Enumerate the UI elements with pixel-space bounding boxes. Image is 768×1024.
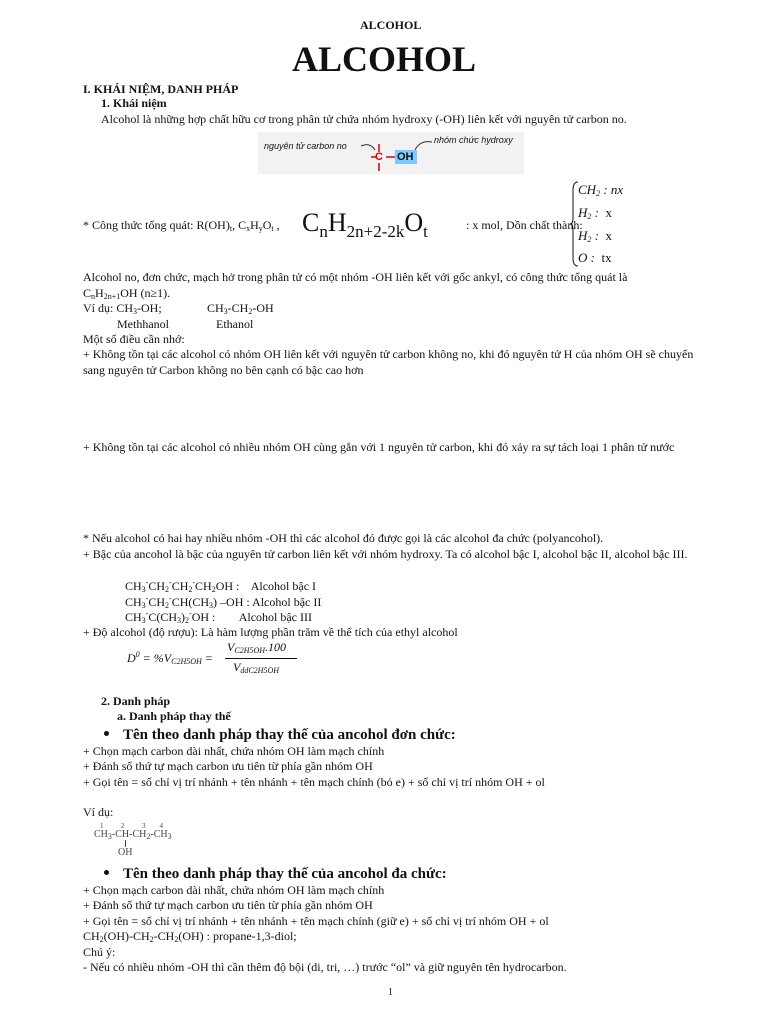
degree-formula (125, 640, 305, 676)
subheading-concept: 1. Khái niệm (101, 96, 167, 110)
remember-label: Một số điều cần nhớ: (83, 332, 185, 346)
note-text: - Nếu có nhiều nhóm -OH thì cần thêm độ bội (di, tri, …) trước “ol” và giữ nguyên tên hydrocarbon. (83, 960, 567, 974)
poly-rule-2: + Đánh số thứ tự mạch carbon ưu tiên từ phía gần nhóm OH (83, 898, 373, 912)
degree-example-1: $CH_3^-CH_2^-CH_2^-CH_2OH$ : Alcohol bậc I (125, 578, 317, 594)
diagram-right-label: nhóm chức hydroxy (434, 135, 513, 145)
general-formula-prefix: * Công thức tổng quát: $R(OH)_t$, $C_xH_yO_t$ , (83, 218, 280, 233)
saturated-formula: $C_nH_{2n+1}OH$ (n≥1). (83, 286, 171, 301)
page-title: ALCOHOL (292, 39, 477, 79)
structure-chain: $CH_3-CH-CH_2-CH_3$ (94, 829, 172, 841)
note-label: Chú ý: (83, 945, 116, 959)
alcohol-degree-text: + Độ alcohol (độ rượu): Là hàm lượng phần trăm về thể tích của ethyl alcohol (83, 625, 458, 639)
formula-system (570, 180, 650, 268)
example-structure (90, 822, 190, 862)
subheading-nomenclature: 2. Danh pháp (101, 694, 171, 708)
system-line-2: $H_2$ : x (578, 205, 612, 221)
structure-oh: OH (118, 847, 133, 858)
example-ethanol-formula: $CH_3-CH_2-OH$ (207, 301, 274, 316)
poly-rule-1: + Chọn mạch carbon dài nhất, chứa nhóm OH làm mạch chính (83, 883, 385, 897)
name-methanol: Methhanol (117, 317, 169, 331)
name-ethanol: Ethanol (216, 317, 254, 331)
rule-1: + Không tồn tại các alcohol có nhóm OH liên kết với nguyên tử carbon không no, khi đó nguyên tử H của nhóm OH sẽ chuyển sang nguyên tử Carbon không no bên cạnh có bậc cao hơn (83, 347, 694, 377)
header-small-title: ALCOHOL (360, 18, 422, 32)
degree-formula-numerator: $V_{C2H5OH}.100$ (227, 640, 287, 655)
definition-text: Alcohol là những hợp chất hữu cơ trong phân tử chứa nhóm hydroxy (-OH) liên kết với nguyên tử carbon no. (101, 112, 627, 126)
system-line-3: $H_2$ : x (578, 228, 612, 244)
bullet-dot-icon (104, 870, 109, 875)
saturated-text: Alcohol no, đơn chức, mạch hở trong phân tử có một nhóm -OH liên kết với gốc ankyl, có công thức tổng quát là (83, 270, 628, 284)
general-formula-big: $C_nH_{2n+2-2k}O_t$ (302, 208, 428, 241)
subheading-substitution: a. Danh pháp thay thế (117, 709, 231, 723)
degree-example-3: $CH_3^-C(CH_3)_2^-OH$ : Alcohol bậc III (125, 609, 312, 625)
rule-2: + Không tồn tại các alcohol có nhiều nhóm OH cùng gắn với 1 nguyên tử carbon, khi đó xảy ra sự tách loại 1 phân tử nước (83, 440, 675, 454)
degree-formula-denominator: $V_{ddC2H5OH}$ (233, 660, 280, 675)
example-label: Ví dụ: (83, 805, 114, 819)
poly-example: $CH_2(OH)-CH_2-CH_2(OH)$ : propane-1,3-diol; (83, 929, 297, 944)
page-number: 1 (388, 987, 393, 998)
structure-diagram (258, 132, 524, 174)
poly-rule-3: + Gọi tên = số chỉ vị trí nhánh + tên nhánh + tên mạch chính (giữ e) + số chỉ vị trí nhóm OH + ol (83, 914, 549, 928)
diagram-oh: OH (397, 151, 414, 163)
degree-example-2: $CH_3^-CH_2^-CH(CH_3)$ –OH : Alcohol bậc II (125, 594, 322, 610)
structure-numbers: 1 2 3 4 (100, 822, 163, 830)
example-line: Ví dụ: $CH_3-OH$; (83, 301, 162, 316)
diagram-left-label: nguyên tử carbon no (264, 141, 347, 151)
fraction-line (225, 658, 297, 659)
bullet-dot-icon (104, 731, 109, 736)
mono-rule-2: + Đánh số thứ tự mạch carbon ưu tiên từ phía gần nhóm OH (83, 759, 373, 773)
system-line-4: O : tx (578, 250, 612, 265)
mono-rule-3: + Gọi tên = số chỉ vị trí nhánh + tên nhánh + tên mạch chính (bỏ e) + số chỉ vị trí nhóm OH + ol (83, 775, 545, 789)
polyalcohol-text: * Nếu alcohol có hai hay nhiều nhóm -OH thì các alcohol đó được gọi là các alcohol đa chức (polyancohol). (83, 531, 604, 545)
bullet-poly-heading: Tên theo danh pháp thay thế của ancohol đa chức: (104, 865, 447, 885)
diagram-carbon: C (375, 151, 383, 163)
mono-rule-1: + Chọn mạch carbon dài nhất, chứa nhóm OH làm mạch chính (83, 744, 385, 758)
bullet-mono-heading: Tên theo danh pháp thay thế của ancohol đơn chức: (104, 726, 456, 746)
degree-formula-lhs: $D^0 = \%V_{C2H5OH}$ = (127, 650, 213, 666)
degree-text: + Bậc của ancohol là bậc của nguyên tử carbon liên kết với nhóm hydroxy. Ta có alcohol bậc I, alcohol bậc II, alcohol bậc III. (83, 547, 688, 561)
system-line-1: $CH_2$ : nx (578, 182, 624, 198)
general-formula-suffix: : x mol, Dồn chất thành: (466, 218, 583, 232)
section-heading: I. KHÁI NIỆM, DANH PHÁP (83, 82, 239, 96)
